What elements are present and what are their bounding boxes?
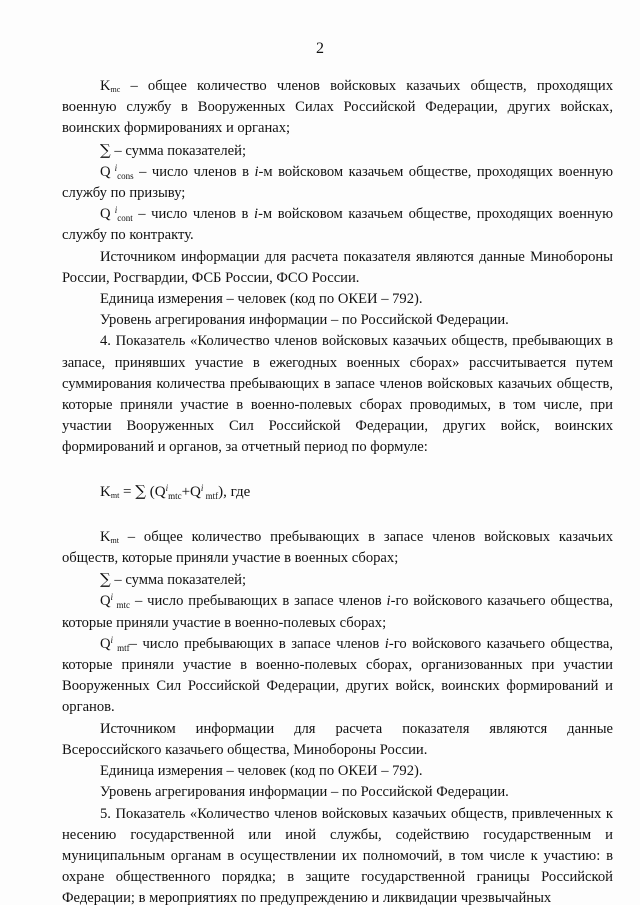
definition-sum-2-text: – сумма показателей; [110,572,246,589]
definition-q-mtc-pre: – число пребывающих в запасе членов [130,593,387,610]
symbol-k: K [100,78,111,94]
definition-sum-text: – сумма показателей; [110,142,246,159]
aggregation-paragraph: Уровень агрегирования информации – по Российской Федерации. [100,312,509,329]
symbol-q: Q [100,163,111,180]
definition-k-mt [62,527,613,569]
definition-q-cont [62,204,613,246]
definition-q-mtc-post: -го войскового казачьего общества, которые приняли участие в военно-полевых сборах; [62,593,613,631]
sigma-symbol: ∑ [100,570,111,589]
superscript-i: i [110,162,118,173]
subscript-mtc: mtc [113,600,131,611]
definition-sum-2 [62,569,613,591]
document-body [62,76,613,910]
formula-plus: +Q [181,483,201,500]
formula-close: ), где [218,483,251,500]
subscript-mt: mt [110,535,119,545]
subscript-mtc: mtc [168,490,182,501]
sigma-symbol: ∑ [100,140,111,159]
subscript-mt: mt [110,490,120,500]
subscript-mtf: mtf [203,490,219,501]
sigma-symbol: ∑ [135,481,146,500]
superscript-i: i [110,592,114,603]
page-number: 2 [316,40,324,57]
subscript-cons: cons [117,170,134,181]
definition-k-mc-text: – общее количество членов войсковых казачьих обществ, проходящих военную службу в Вооруженных Силах Российской Федерации, других войсках, воинских формированиях и органах; [62,78,613,137]
definition-q-cont-post: -м войсковом казачьем обществе, проходящих военную службу по контракту. [62,206,614,244]
formula-open: (Q [145,483,166,500]
source-paragraph-2: Источником информации для расчета показателя являются данные Всероссийского казачьего общества, Минобороны России. [62,720,613,758]
aggregation-paragraph-2: Уровень агрегирования информации – по Российской Федерации. [100,784,509,801]
definition-q-mtf-post: -го войскового казачьего общества, которые приняли участие в военно-полевых сборах, организованных при участии Вооруженных Сил Российской Федерации, других войск, воинских формирований и органов. [62,635,613,716]
indicator-4-paragraph: 4. Показатель «Количество членов войсковых казачьих обществ, пребывающих в запасе, принявших участие в ежегодных военных сборах» рассчитывается путем суммирования количества пребывающих в запасе членов войсковых казачьих обществ, которые приняли участие в военно-полевых сборах проводимых, в том числе, при участии Вооруженных Сил Российской Федерации, других войск, воинских формирований и органов, за отчетный период по формуле: [62,333,613,456]
superscript-i: i [110,634,114,645]
definition-q-cons [62,162,613,204]
superscript-i: i [200,482,204,493]
symbol-k: K [100,528,111,545]
definition-q-mtf-pre: – число пребывающих в запасе членов [129,635,385,652]
subscript-cont: cont [117,213,133,224]
definition-q-cons-post: -м войсковом казачьем обществе, проходящих военную службу по призыву; [62,163,614,202]
index-i: i [254,206,259,223]
formula-k-mt [100,481,613,503]
subscript-mtf: mtf [113,642,130,653]
unit-paragraph: Единица измерения – человек (код по ОКЕИ – 792). [100,291,423,308]
source-paragraph: Источником информации для расчета показателя являются данные Минобороны России, Росгвардии, ФСБ России, ФСО России. [62,248,613,286]
subscript-mc: mc [110,85,121,94]
symbol-q: Q [100,635,111,652]
definition-k-mt-text: – общее количество пребывающих в запасе членов войсковых казачьих обществ, которые приняли участие в военных сборах; [62,528,613,567]
formula-equals: = [119,483,136,500]
superscript-i: i [165,482,169,493]
symbol-q: Q [100,593,111,610]
definition-q-cons-pre: – число членов в [133,163,255,180]
definition-q-mtc [62,591,613,633]
definition-k-mc [62,76,613,140]
unit-paragraph-2: Единица измерения – человек (код по ОКЕИ – 792). [100,763,423,780]
definition-q-mtf [62,634,613,719]
symbol-k: K [100,483,111,500]
symbol-q: Q [100,206,111,223]
definition-q-cont-pre: – число членов в [132,206,254,223]
index-i: i [254,163,259,180]
definition-sum [62,140,613,162]
indicator-5-paragraph: 5. Показатель «Количество членов войсковых казачьих обществ, привлеченных к несению государственной или иной службы, содействию государственным и муниципальным органам в осуществлении их полномочий, в том числе к участию: в охране общественного порядка; в защите государственной границы Российской Федерации; в мероприятиях по предупреждению и ликвидации чрезвычайных [62,805,613,907]
index-i: i [384,635,389,652]
superscript-i: i [110,205,118,216]
index-i: i [386,593,391,610]
